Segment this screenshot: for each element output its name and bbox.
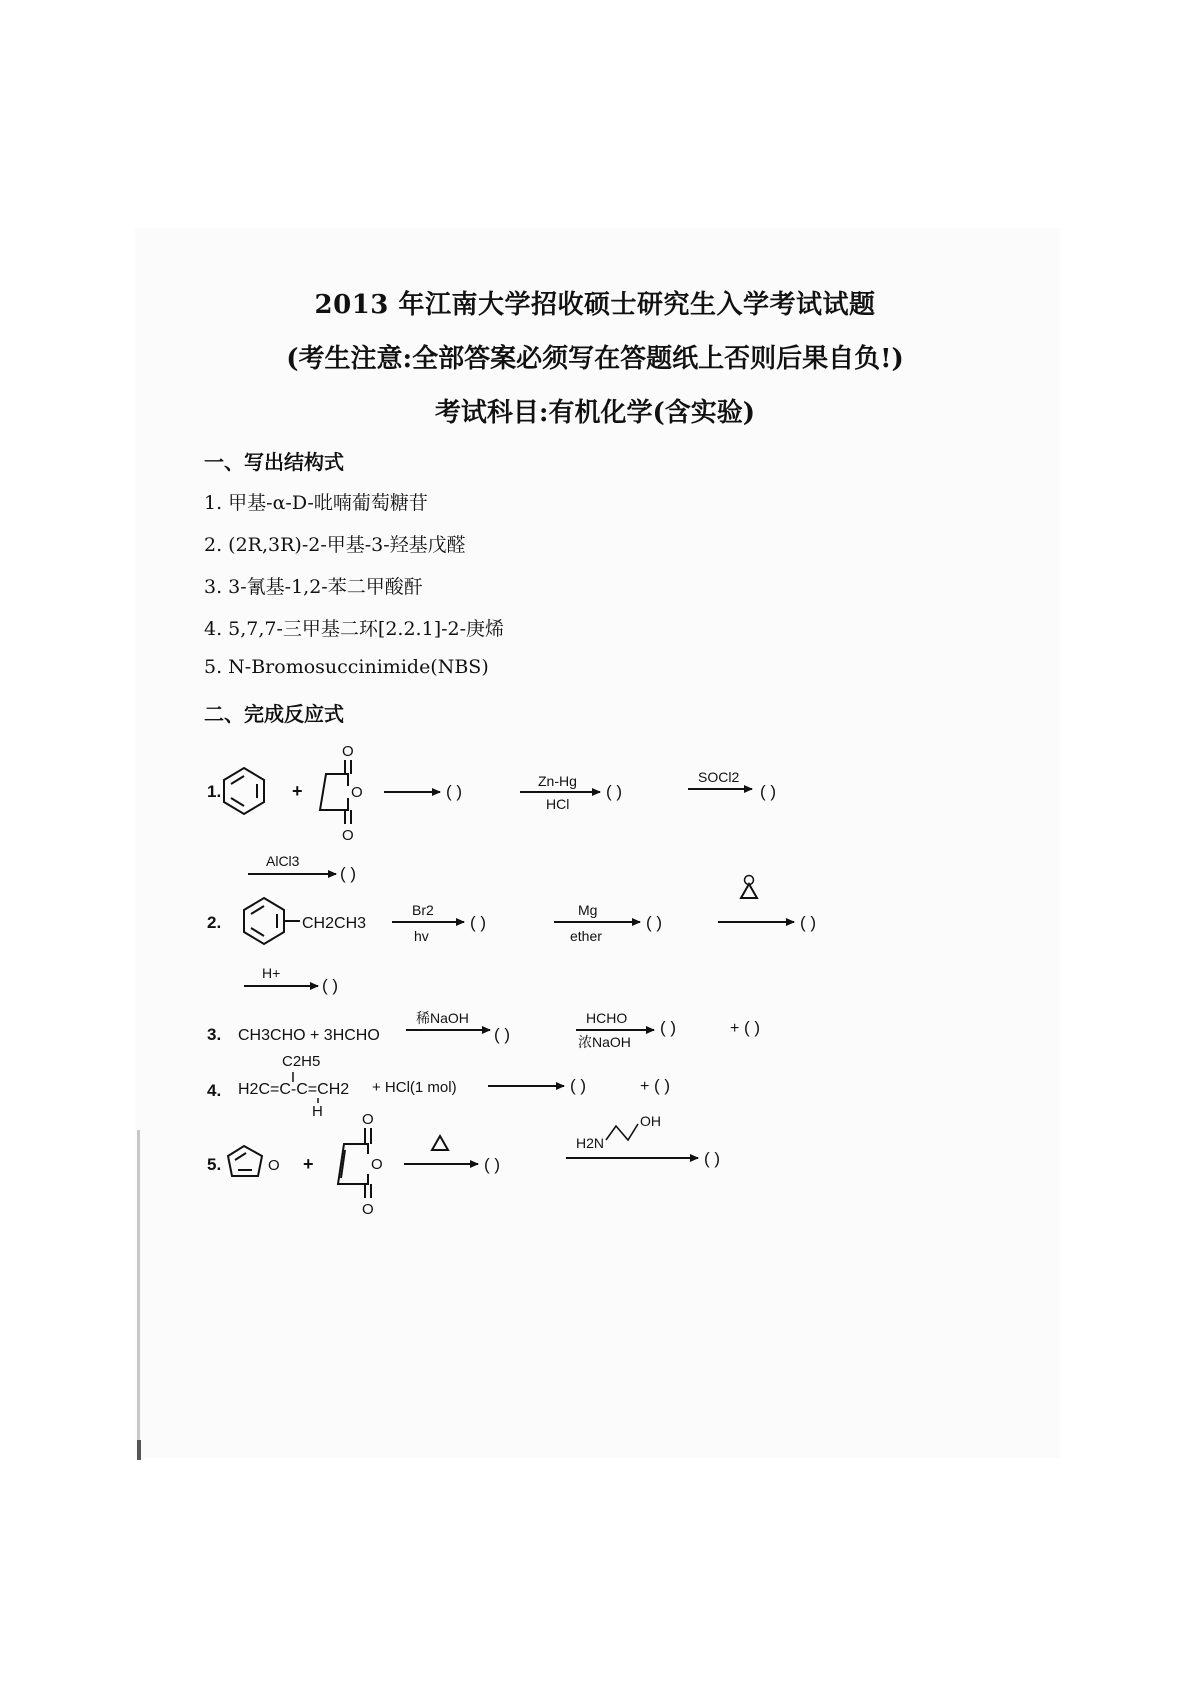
answer-blank-3-1: ( )	[494, 1025, 511, 1044]
succinic-anhydride-carbonyl-o-bottom: O	[342, 827, 354, 844]
reagent-zn-hg: Zn-Hg	[538, 773, 577, 789]
succinic-anhydride-ring-o: O	[351, 784, 363, 801]
reaction-4-number: 4.	[207, 1081, 222, 1100]
furan-oxygen: O	[268, 1157, 280, 1174]
exam-notice: (考生注意:全部答案必须写在答题纸上否则后果自负!)	[286, 344, 904, 374]
reaction-3-number: 3.	[207, 1025, 222, 1044]
heat-triangle-icon	[432, 1136, 448, 1150]
reagent-br2: Br2	[412, 902, 434, 918]
ethanolamine-chain	[606, 1124, 638, 1140]
answer-blank-5-1: ( )	[484, 1155, 501, 1174]
reaction-5-number: 5.	[207, 1155, 222, 1174]
reaction-2-number: 2.	[207, 913, 222, 932]
reagent-alcl3: AlCl3	[266, 853, 300, 869]
answer-blank-1-4: ( )	[340, 864, 357, 883]
reagent-hv: hv	[414, 928, 429, 944]
section-1-heading: 一、写出结构式	[204, 450, 344, 474]
maleic-anhydride-ring-o: O	[371, 1156, 383, 1173]
reagent-hcl-1mol: + HCl(1 mol)	[372, 1079, 457, 1096]
answer-blank-4-2: ( )	[654, 1076, 671, 1095]
diene-chain: H2C=C-C=CH2	[238, 1081, 350, 1098]
reagent-ethanolamine-h2n: H2N	[576, 1135, 605, 1151]
epoxide-icon	[741, 876, 757, 899]
reaction-1-plus: +	[292, 781, 303, 801]
answer-blank-5-2: ( )	[704, 1149, 721, 1168]
reagent-ethanolamine-oh: OH	[640, 1113, 661, 1129]
reaction-5	[207, 1111, 720, 1218]
reaction-2	[207, 876, 816, 996]
exam-subject: 考试科目:有机化学(含实验)	[434, 398, 756, 428]
answer-blank-2-2: ( )	[646, 913, 663, 932]
benzene-icon	[224, 768, 264, 814]
structure-question-3: 3. 3-氰基-1,2-苯二甲酸酐	[204, 576, 423, 598]
answer-blank-4-1: ( )	[570, 1076, 587, 1095]
reagent-dilute-naoh: 稀NaOH	[416, 1010, 469, 1026]
reagent-socl2: SOCl2	[698, 769, 740, 785]
reagent-hcl: HCl	[546, 796, 570, 812]
reaction-5-plus: +	[303, 1154, 314, 1174]
answer-blank-2-3: ( )	[800, 913, 817, 932]
answer-blank-3-2: ( )	[660, 1018, 677, 1037]
reagent-ether: ether	[570, 928, 602, 944]
reaction-1-number: 1.	[207, 782, 222, 801]
furan-icon	[228, 1146, 262, 1176]
answer-blank-2-1: ( )	[470, 913, 487, 932]
exam-title: 2013 年江南大学招收硕士研究生入学考试试题	[314, 290, 876, 320]
ethyl-substituent: CH2CH3	[302, 915, 367, 932]
reagent-h-plus: H+	[262, 965, 281, 981]
section-2-heading: 二、完成反应式	[204, 702, 344, 726]
reaction-4-plus: +	[640, 1078, 650, 1095]
answer-blank-1-1: ( )	[446, 782, 463, 801]
reagent-conc-naoh: 浓NaOH	[578, 1034, 631, 1050]
structure-question-5: 5. N-Bromosuccinimide(NBS)	[204, 656, 489, 678]
ethylbenzene-ring-icon	[244, 898, 300, 944]
reaction-3	[207, 1010, 760, 1050]
reagent-mg: Mg	[578, 902, 598, 918]
answer-blank-1-3: ( )	[760, 782, 777, 801]
reagent-hcho: HCHO	[586, 1010, 628, 1026]
succinic-anhydride-carbonyl-o-top: O	[342, 743, 354, 760]
maleic-anhydride-carbonyl-o-top: O	[362, 1111, 374, 1128]
reaction-3-reactants: CH3CHO + 3HCHO	[238, 1027, 380, 1044]
answer-blank-1-2: ( )	[606, 782, 623, 801]
maleic-anhydride-carbonyl-o-bottom: O	[362, 1201, 374, 1218]
diene-hydrogen: H	[312, 1103, 323, 1120]
structure-question-4: 4. 5,7,7-三甲基二环[2.2.1]-2-庚烯	[204, 618, 505, 640]
reaction-1	[207, 743, 776, 883]
maleic-anhydride-icon	[338, 1128, 371, 1198]
ethyl-branch: C2H5	[282, 1053, 321, 1070]
structure-question-1: 1. 甲基-α-D-吡喃葡萄糖苷	[204, 492, 428, 514]
reaction-4	[207, 1053, 670, 1120]
answer-blank-2-4: ( )	[322, 976, 339, 995]
structure-question-2: 2. (2R,3R)-2-甲基-3-羟基戊醛	[204, 534, 466, 556]
answer-blank-3-3: ( )	[744, 1018, 761, 1037]
succinic-anhydride-icon	[320, 760, 351, 824]
reaction-3-plus: +	[730, 1020, 740, 1037]
